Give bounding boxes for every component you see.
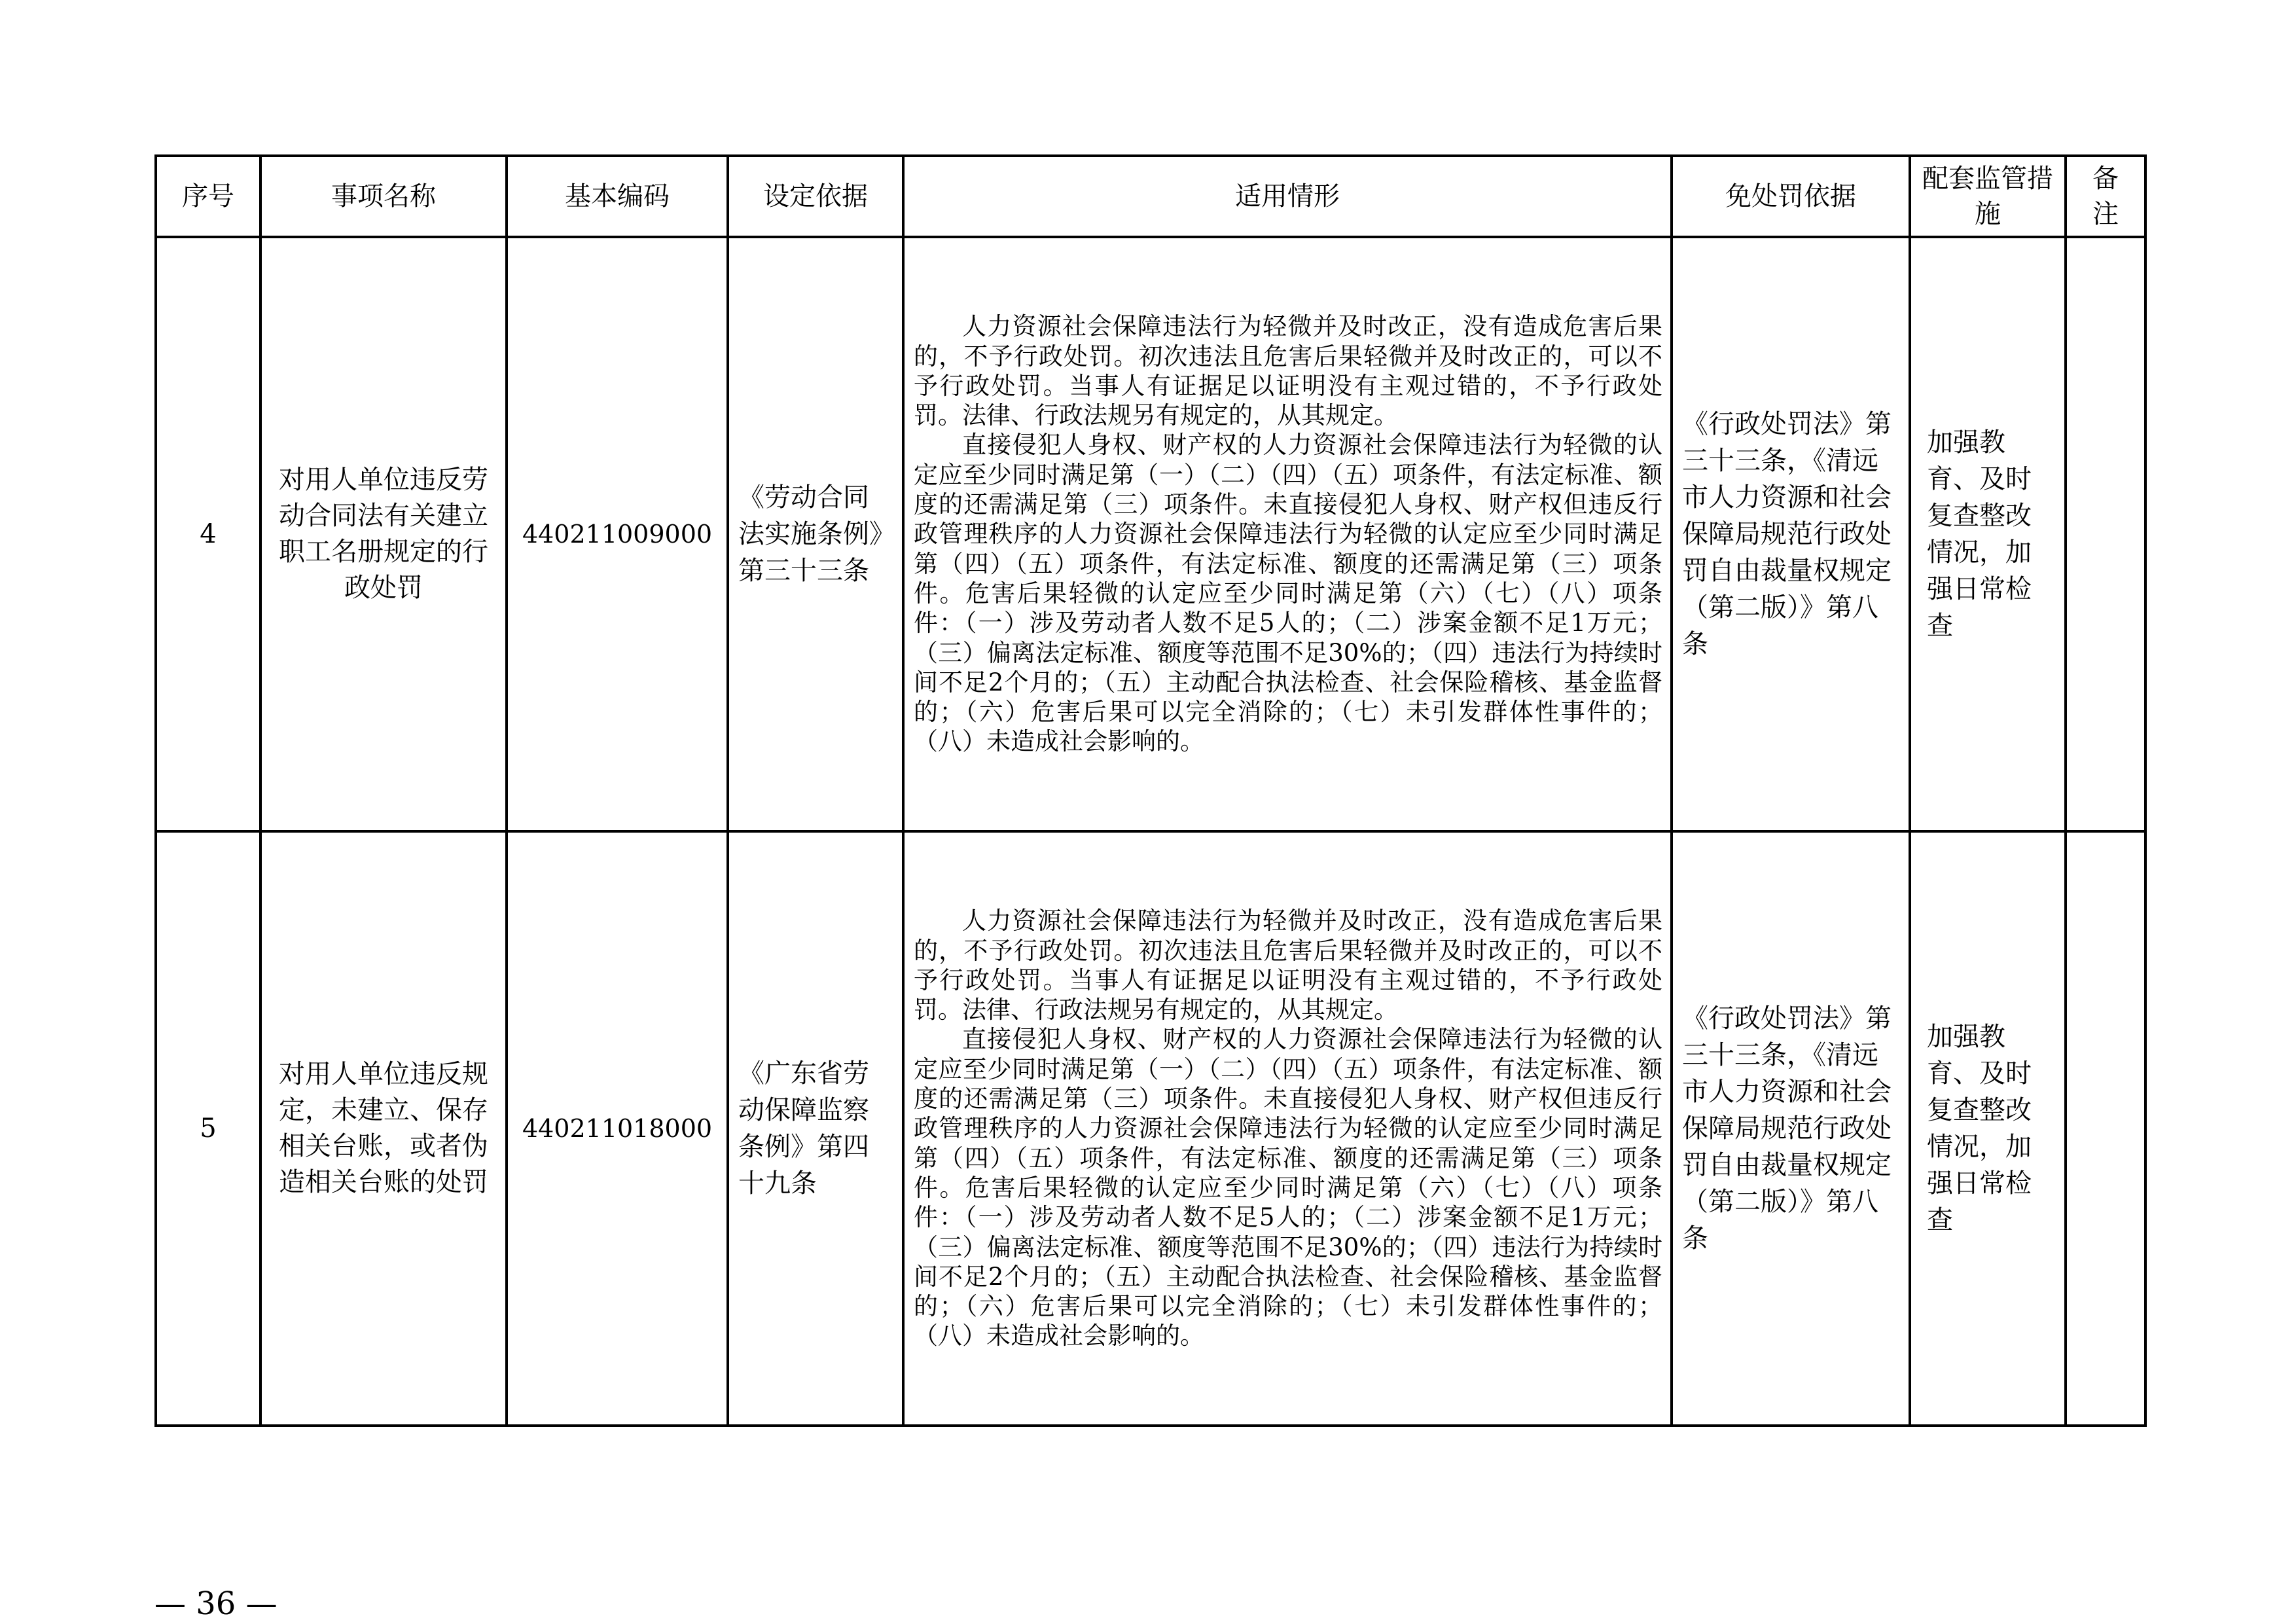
row-name: 对用人单位违反劳动合同法有关建立职工名册规定的行政处罚 <box>260 237 507 831</box>
row-code: 440211018000 <box>507 831 728 1426</box>
row-name: 对用人单位违反规定，未建立、保存相关台账，或者伪造相关台账的处罚 <box>260 831 507 1426</box>
penalty-exemption-table <box>154 154 2147 1427</box>
situation-paragraph-1: 人力资源社会保障违法行为轻微并及时改正，没有造成危害后果的，不予行政处罚。初次违法且危害后果轻微并及时改正的，可以不予行政处罚。当事人有证据足以证明没有主观过错的，不予行政处罚。法律、行政法规另有规定的，从其规定。 <box>914 312 1662 430</box>
situation-paragraph-1: 人力资源社会保障违法行为轻微并及时改正，没有造成危害后果的，不予行政处罚。初次违法且危害后果轻微并及时改正的，可以不予行政处罚。当事人有证据足以证明没有主观过错的，不予行政处罚。法律、行政法规另有规定的，从其规定。 <box>914 907 1662 1024</box>
situation-paragraph-2: 直接侵犯人身权、财产权的人力资源社会保障违法行为轻微的认定应至少同时满足第（一）（二）（四）（五）项条件，有法定标准、额度的还需满足第（三）项条件。未直接侵犯人身权、财产权但违反行政管理秩序的人力资源社会保障违法行为轻微的认定应至少同时满足第（四）（五）项条件，有法定标准、额度的还需满足第（三）项条件。危害后果轻微的认定应至少同时满足第（六）（七）（八）项条件：（一）涉及劳动者人数不足5人的；（二）涉案金额不足1万元；（三）偏离法定标准、额度等范围不足30%的；（四）违法行为持续时间不足2个月的；（五）主动配合执法检查、社会保险稽核、基金监督的；（六）危害后果可以完全消除的；（七）未引发群体性事件的；（八）未造成社会影响的。 <box>914 431 1662 756</box>
row-basis: 《劳动合同法实施条例》第三十三条 <box>728 237 903 831</box>
situation-paragraph-2: 直接侵犯人身权、财产权的人力资源社会保障违法行为轻微的认定应至少同时满足第（一）（二）（四）（五）项条件，有法定标准、额度的还需满足第（三）项条件。未直接侵犯人身权、财产权但违反行政管理秩序的人力资源社会保障违法行为轻微的认定应至少同时满足第（四）（五）项条件，有法定标准、额度的还需满足第（三）项条件。危害后果轻微的认定应至少同时满足第（六）（七）（八）项条件：（一）涉及劳动者人数不足5人的；（二）涉案金额不足1万元；（三）偏离法定标准、额度等范围不足30%的；（四）违法行为持续时间不足2个月的；（五）主动配合执法检查、社会保险稽核、基金监督的；（六）危害后果可以完全消除的；（七）未引发群体性事件的；（八）未造成社会影响的。 <box>914 1025 1662 1350</box>
table-header-row <box>156 156 2145 237</box>
row-no: 5 <box>156 831 260 1426</box>
row-measures: 加强教育、及时复查整改情况，加强日常检查 <box>1910 237 2066 831</box>
row-code: 440211009000 <box>507 237 728 831</box>
row-exemption: 《行政处罚法》第三十三条，《清远市人力资源和社会保障局规范行政处罚自由裁量权规定（第二版）》第八条 <box>1672 831 1910 1426</box>
row-no: 4 <box>156 237 260 831</box>
row-exemption: 《行政处罚法》第三十三条，《清远市人力资源和社会保障局规范行政处罚自由裁量权规定（第二版）》第八条 <box>1672 237 1910 831</box>
page-number: — 36 — <box>154 1585 278 1622</box>
header-no: 序号 <box>156 156 260 237</box>
row-measures: 加强教育、及时复查整改情况，加强日常检查 <box>1910 831 2066 1426</box>
row-situation <box>903 237 1672 831</box>
row-basis: 《广东省劳动保障监察条例》第四十九条 <box>728 831 903 1426</box>
table-row <box>156 237 2145 831</box>
header-measures: 配套监管措施 <box>1910 156 2066 237</box>
header-situation: 适用情形 <box>903 156 1672 237</box>
header-exemption: 免处罚依据 <box>1672 156 1910 237</box>
header-name: 事项名称 <box>260 156 507 237</box>
header-code: 基本编码 <box>507 156 728 237</box>
header-basis: 设定依据 <box>728 156 903 237</box>
row-remarks <box>2066 831 2145 1426</box>
row-remarks <box>2066 237 2145 831</box>
header-remarks: 备注 <box>2066 156 2145 237</box>
row-situation <box>903 831 1672 1426</box>
table-row <box>156 831 2145 1426</box>
